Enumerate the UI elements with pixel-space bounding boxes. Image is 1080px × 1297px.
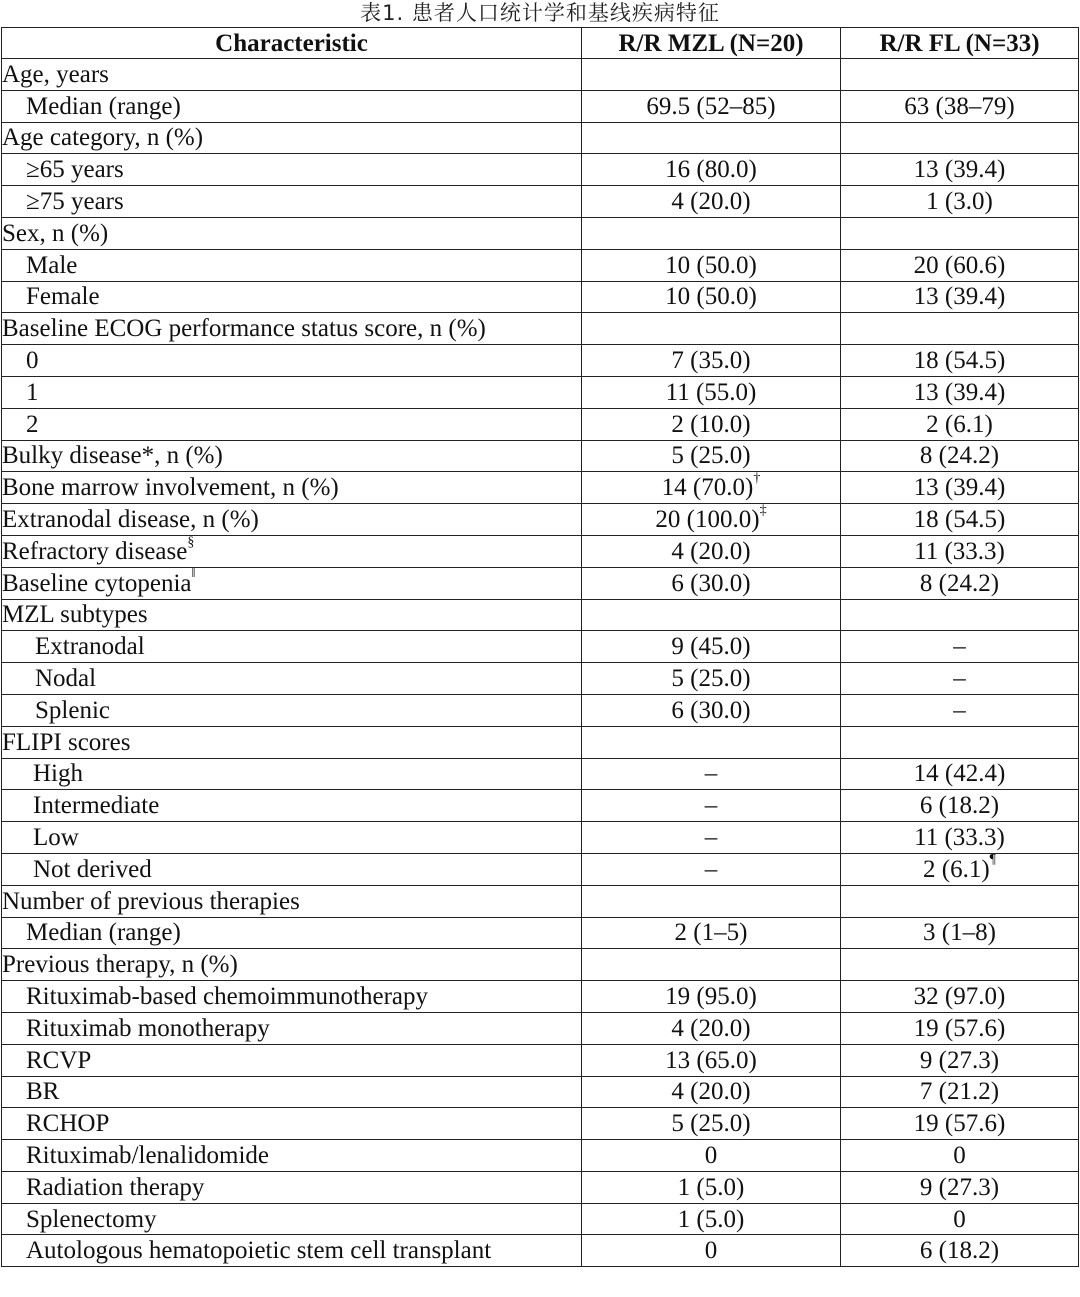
mzl-cell bbox=[582, 1076, 841, 1108]
header-fl: R/R FL (N=33) bbox=[841, 28, 1079, 59]
fl-cell bbox=[841, 440, 1079, 472]
table-row bbox=[2, 1044, 1079, 1076]
mzl-cell bbox=[582, 1171, 841, 1203]
fl-cell bbox=[841, 599, 1079, 631]
mzl-value: 0 bbox=[704, 1141, 718, 1169]
table-row bbox=[2, 599, 1079, 631]
fl-cell bbox=[841, 981, 1079, 1013]
table-row bbox=[2, 1203, 1079, 1235]
header-characteristic: Characteristic bbox=[2, 28, 582, 59]
fl-cell bbox=[841, 217, 1079, 249]
row-label-cell bbox=[2, 663, 582, 695]
row-label-cell bbox=[2, 631, 582, 663]
row-label: RCVP bbox=[26, 1046, 92, 1074]
row-label: Extranodal bbox=[35, 633, 145, 661]
fl-value: 9 (27.3) bbox=[919, 1173, 1000, 1201]
mzl-cell bbox=[582, 1140, 841, 1172]
mzl-value: 19 (95.0) bbox=[665, 983, 757, 1010]
row-label: Bulky disease*, n (%) bbox=[2, 442, 223, 470]
table-row bbox=[2, 122, 1079, 154]
mzl-value: 11 (55.0) bbox=[665, 378, 757, 406]
mzl-cell bbox=[582, 535, 841, 567]
fl-value: 7 (21.2) bbox=[919, 1078, 1000, 1106]
mzl-cell bbox=[582, 313, 841, 345]
row-label: Nodal bbox=[35, 665, 97, 693]
row-label-cell bbox=[2, 599, 582, 631]
row-label: Rituximab monotherapy bbox=[26, 1014, 270, 1042]
row-label-cell bbox=[2, 1044, 582, 1076]
fl-value: 13 (39.4) bbox=[913, 283, 1006, 311]
mzl-value: 5 (25.0) bbox=[671, 442, 751, 470]
table-row bbox=[2, 1076, 1079, 1108]
table-row bbox=[2, 694, 1079, 726]
fl-cell bbox=[841, 472, 1079, 504]
mzl-cell bbox=[582, 949, 841, 981]
mzl-cell bbox=[582, 249, 841, 281]
fl-value: 8 (24.2) bbox=[919, 442, 1000, 470]
fl-value: 8 (24.2) bbox=[919, 569, 1000, 597]
fl-value: – bbox=[953, 633, 966, 661]
mzl-value: 10 (50.0) bbox=[665, 283, 757, 311]
row-label: Extranodal disease, n (%) bbox=[2, 506, 259, 534]
mzl-cell bbox=[582, 981, 841, 1013]
row-label-cell bbox=[2, 1076, 582, 1108]
row-label-cell bbox=[2, 1012, 582, 1044]
fl-value: – bbox=[953, 696, 966, 724]
mzl-value: 9 (45.0) bbox=[671, 633, 751, 661]
mzl-cell bbox=[582, 217, 841, 249]
row-label-cell bbox=[2, 504, 582, 536]
fl-cell bbox=[841, 1203, 1079, 1235]
mzl-cell bbox=[582, 186, 841, 218]
row-label: High bbox=[33, 760, 83, 788]
fl-cell bbox=[841, 90, 1079, 122]
row-label: Previous therapy, n (%) bbox=[2, 951, 238, 979]
row-label: Rituximab-based chemoimmunotherapy bbox=[26, 983, 428, 1010]
footnote-marker: ‖ bbox=[191, 567, 196, 582]
row-label-cell bbox=[2, 567, 582, 599]
fl-cell bbox=[841, 663, 1079, 695]
row-label: Male bbox=[26, 251, 78, 279]
mzl-value: 69.5 (52–85) bbox=[646, 92, 776, 120]
row-label-cell bbox=[2, 917, 582, 949]
row-label-cell bbox=[2, 885, 582, 917]
row-label: MZL subtypes bbox=[2, 601, 148, 629]
row-label: Female bbox=[26, 283, 100, 311]
mzl-value: 4 (20.0) bbox=[671, 1078, 751, 1106]
fl-cell bbox=[841, 631, 1079, 663]
table-row bbox=[2, 217, 1079, 249]
mzl-cell bbox=[582, 440, 841, 472]
row-label-cell bbox=[2, 790, 582, 822]
fl-value: 3 (1–8) bbox=[923, 919, 996, 947]
row-label: BR bbox=[26, 1078, 60, 1106]
fl-cell bbox=[841, 885, 1079, 917]
table-row bbox=[2, 917, 1079, 949]
fl-cell bbox=[841, 1012, 1079, 1044]
fl-value: 19 (57.6) bbox=[913, 1014, 1006, 1042]
mzl-cell bbox=[582, 59, 841, 91]
table-row bbox=[2, 281, 1079, 313]
fl-value: 19 (57.6) bbox=[913, 1110, 1006, 1138]
row-label-cell bbox=[2, 822, 582, 854]
row-label: ≥65 years bbox=[26, 156, 124, 184]
mzl-value: 1 (5.0) bbox=[677, 1205, 745, 1233]
row-label: Not derived bbox=[33, 855, 152, 883]
fl-cell bbox=[841, 949, 1079, 981]
mzl-cell bbox=[582, 726, 841, 758]
mzl-cell bbox=[582, 408, 841, 440]
row-label: Age category, n (%) bbox=[2, 124, 204, 152]
mzl-value: 14 (70.0) bbox=[661, 474, 754, 502]
row-label: Sex, n (%) bbox=[2, 219, 109, 247]
mzl-cell bbox=[582, 853, 841, 885]
table-row bbox=[2, 631, 1079, 663]
table-row bbox=[2, 1012, 1079, 1044]
row-label-cell bbox=[2, 726, 582, 758]
fl-cell bbox=[841, 1171, 1079, 1203]
row-label: Splenic bbox=[35, 696, 110, 724]
fl-cell bbox=[841, 313, 1079, 345]
fl-value: 63 (38–79) bbox=[904, 92, 1015, 120]
row-label: ≥75 years bbox=[26, 188, 124, 216]
table-row bbox=[2, 885, 1079, 917]
mzl-cell bbox=[582, 1235, 841, 1267]
table-row bbox=[2, 249, 1079, 281]
mzl-cell bbox=[582, 694, 841, 726]
mzl-value: 1 (5.0) bbox=[677, 1173, 745, 1201]
row-label-cell bbox=[2, 408, 582, 440]
mzl-cell bbox=[582, 917, 841, 949]
fl-value: 32 (97.0) bbox=[913, 983, 1006, 1010]
table-row bbox=[2, 822, 1079, 854]
row-label: Low bbox=[33, 824, 79, 852]
row-label: Median (range) bbox=[26, 92, 181, 120]
fl-cell bbox=[841, 1108, 1079, 1140]
mzl-value: 10 (50.0) bbox=[665, 251, 757, 279]
mzl-cell bbox=[582, 1108, 841, 1140]
fl-value: 1 (3.0) bbox=[926, 188, 993, 216]
fl-cell bbox=[841, 1235, 1079, 1267]
fl-value: 6 (18.2) bbox=[919, 792, 1000, 820]
mzl-value: 4 (20.0) bbox=[671, 188, 751, 216]
row-label: FLIPI scores bbox=[2, 728, 131, 756]
row-label: Baseline ECOG performance status score, n (%) bbox=[2, 315, 486, 343]
table-row bbox=[2, 440, 1079, 472]
mzl-value: – bbox=[704, 824, 718, 852]
mzl-value: 7 (35.0) bbox=[671, 347, 751, 375]
row-label-cell bbox=[2, 313, 582, 345]
fl-cell bbox=[841, 694, 1079, 726]
fl-cell bbox=[841, 853, 1079, 885]
table-row bbox=[2, 1235, 1079, 1267]
table-row bbox=[2, 981, 1079, 1013]
table-row bbox=[2, 758, 1079, 790]
fl-value: 13 (39.4) bbox=[913, 156, 1006, 184]
fl-value: 13 (39.4) bbox=[913, 474, 1006, 502]
fl-cell bbox=[841, 504, 1079, 536]
table-row bbox=[2, 345, 1079, 377]
fl-value: 20 (60.6) bbox=[913, 251, 1006, 279]
mzl-value: 4 (20.0) bbox=[671, 537, 751, 565]
table-row bbox=[2, 726, 1079, 758]
table-row bbox=[2, 1108, 1079, 1140]
row-label: Median (range) bbox=[26, 919, 181, 947]
mzl-value: – bbox=[704, 792, 718, 820]
fl-cell bbox=[841, 122, 1079, 154]
row-label-cell bbox=[2, 440, 582, 472]
mzl-value: – bbox=[704, 760, 718, 788]
row-label: Bone marrow involvement, n (%) bbox=[2, 474, 339, 502]
row-label-cell bbox=[2, 59, 582, 91]
row-label-cell bbox=[2, 981, 582, 1013]
fl-value: 11 (33.3) bbox=[914, 537, 1005, 565]
fl-cell bbox=[841, 1044, 1079, 1076]
fl-cell bbox=[841, 281, 1079, 313]
row-label: Refractory disease bbox=[2, 537, 188, 565]
table-row bbox=[2, 663, 1079, 695]
row-label-cell bbox=[2, 758, 582, 790]
fl-value: 2 (6.1) bbox=[926, 410, 993, 438]
fl-value: 18 (54.5) bbox=[913, 347, 1006, 375]
mzl-value: 13 (65.0) bbox=[665, 1046, 757, 1074]
row-label-cell bbox=[2, 249, 582, 281]
row-label-cell bbox=[2, 472, 582, 504]
row-label-cell bbox=[2, 1171, 582, 1203]
row-label: Splenectomy bbox=[26, 1205, 157, 1233]
fl-cell bbox=[841, 154, 1079, 186]
footnote-marker: ¶ bbox=[989, 853, 996, 868]
mzl-value: 4 (20.0) bbox=[671, 1014, 751, 1042]
mzl-cell bbox=[582, 599, 841, 631]
row-label-cell bbox=[2, 1203, 582, 1235]
table-row bbox=[2, 504, 1079, 536]
table-row bbox=[2, 408, 1079, 440]
row-label: Baseline cytopenia bbox=[2, 569, 192, 597]
fl-cell bbox=[841, 1140, 1079, 1172]
fl-cell bbox=[841, 917, 1079, 949]
table-row bbox=[2, 567, 1079, 599]
row-label-cell bbox=[2, 186, 582, 218]
row-label: Autologous hematopoietic stem cell transplant bbox=[26, 1237, 492, 1265]
row-label: 2 bbox=[26, 410, 39, 438]
footnote-marker: ‡ bbox=[759, 503, 767, 518]
mzl-cell bbox=[582, 345, 841, 377]
row-label-cell bbox=[2, 376, 582, 408]
fl-cell bbox=[841, 186, 1079, 218]
fl-value: 18 (54.5) bbox=[913, 506, 1006, 534]
row-label: 0 bbox=[26, 347, 39, 375]
mzl-cell bbox=[582, 663, 841, 695]
fl-value: 13 (39.4) bbox=[913, 378, 1006, 406]
row-label-cell bbox=[2, 281, 582, 313]
fl-cell bbox=[841, 758, 1079, 790]
row-label: Age, years bbox=[2, 60, 109, 88]
table-row bbox=[2, 90, 1079, 122]
row-label: RCHOP bbox=[26, 1110, 110, 1138]
fl-cell bbox=[841, 345, 1079, 377]
fl-cell bbox=[841, 726, 1079, 758]
mzl-value: 5 (25.0) bbox=[671, 1110, 751, 1138]
row-label: Rituximab/lenalidomide bbox=[26, 1141, 270, 1169]
row-label-cell bbox=[2, 1108, 582, 1140]
row-label-cell bbox=[2, 345, 582, 377]
fl-cell bbox=[841, 408, 1079, 440]
mzl-cell bbox=[582, 1044, 841, 1076]
row-label: Radiation therapy bbox=[26, 1173, 205, 1201]
fl-value: 2 (6.1) bbox=[923, 855, 990, 883]
row-label: Intermediate bbox=[33, 792, 160, 820]
mzl-cell bbox=[582, 885, 841, 917]
mzl-cell bbox=[582, 472, 841, 504]
mzl-cell bbox=[582, 790, 841, 822]
row-label-cell bbox=[2, 949, 582, 981]
mzl-value: 20 (100.0) bbox=[655, 506, 760, 534]
mzl-value: 2 (1–5) bbox=[674, 919, 748, 947]
table-row bbox=[2, 790, 1079, 822]
fl-cell bbox=[841, 790, 1079, 822]
table-header-row bbox=[2, 28, 1079, 59]
mzl-value: 5 (25.0) bbox=[671, 665, 751, 693]
table-caption: 表1. 患者人口统计学和基线疾病特征 bbox=[360, 1, 720, 25]
mzl-value: 6 (30.0) bbox=[671, 569, 751, 597]
table-row bbox=[2, 154, 1079, 186]
footnote-marker: § bbox=[187, 535, 195, 550]
row-label-cell bbox=[2, 694, 582, 726]
table-row bbox=[2, 853, 1079, 885]
mzl-value: – bbox=[704, 855, 718, 883]
fl-cell bbox=[841, 249, 1079, 281]
header-mzl: R/R MZL (N=20) bbox=[582, 28, 841, 59]
fl-value: 11 (33.3) bbox=[914, 824, 1005, 852]
mzl-cell bbox=[582, 822, 841, 854]
table-row bbox=[2, 949, 1079, 981]
fl-value: – bbox=[953, 665, 966, 693]
mzl-value: 2 (10.0) bbox=[671, 410, 751, 438]
table-row bbox=[2, 472, 1079, 504]
fl-value: 0 bbox=[953, 1205, 966, 1233]
mzl-value: 6 (30.0) bbox=[671, 696, 751, 724]
mzl-cell bbox=[582, 1012, 841, 1044]
mzl-cell bbox=[582, 376, 841, 408]
fl-value: 0 bbox=[953, 1141, 966, 1169]
mzl-cell bbox=[582, 154, 841, 186]
fl-cell bbox=[841, 567, 1079, 599]
fl-cell bbox=[841, 822, 1079, 854]
fl-value: 6 (18.2) bbox=[919, 1237, 1000, 1265]
fl-cell bbox=[841, 376, 1079, 408]
table-row bbox=[2, 1171, 1079, 1203]
fl-cell bbox=[841, 59, 1079, 91]
row-label-cell bbox=[2, 535, 582, 567]
fl-cell bbox=[841, 1076, 1079, 1108]
fl-value: 14 (42.4) bbox=[913, 760, 1006, 788]
mzl-value: 0 bbox=[704, 1237, 718, 1265]
table-row bbox=[2, 535, 1079, 567]
mzl-cell bbox=[582, 758, 841, 790]
table-row bbox=[2, 1140, 1079, 1172]
table-row bbox=[2, 376, 1079, 408]
mzl-cell bbox=[582, 567, 841, 599]
row-label-cell bbox=[2, 122, 582, 154]
row-label-cell bbox=[2, 90, 582, 122]
fl-value: 9 (27.3) bbox=[919, 1046, 1000, 1074]
table-row bbox=[2, 313, 1079, 345]
row-label-cell bbox=[2, 154, 582, 186]
table-row bbox=[2, 59, 1079, 91]
table-body bbox=[2, 59, 1079, 1267]
row-label-cell bbox=[2, 1140, 582, 1172]
mzl-value: 16 (80.0) bbox=[665, 156, 757, 184]
footnote-marker: † bbox=[753, 471, 761, 486]
mzl-cell bbox=[582, 631, 841, 663]
mzl-cell bbox=[582, 122, 841, 154]
mzl-cell bbox=[582, 504, 841, 536]
row-label-cell bbox=[2, 853, 582, 885]
row-label: Number of previous therapies bbox=[2, 887, 300, 915]
mzl-cell bbox=[582, 281, 841, 313]
mzl-cell bbox=[582, 90, 841, 122]
baseline-characteristics-table bbox=[1, 27, 1079, 1267]
mzl-cell bbox=[582, 1203, 841, 1235]
fl-cell bbox=[841, 535, 1079, 567]
row-label: 1 bbox=[26, 378, 39, 406]
table-row bbox=[2, 186, 1079, 218]
row-label-cell bbox=[2, 1235, 582, 1267]
row-label-cell bbox=[2, 217, 582, 249]
